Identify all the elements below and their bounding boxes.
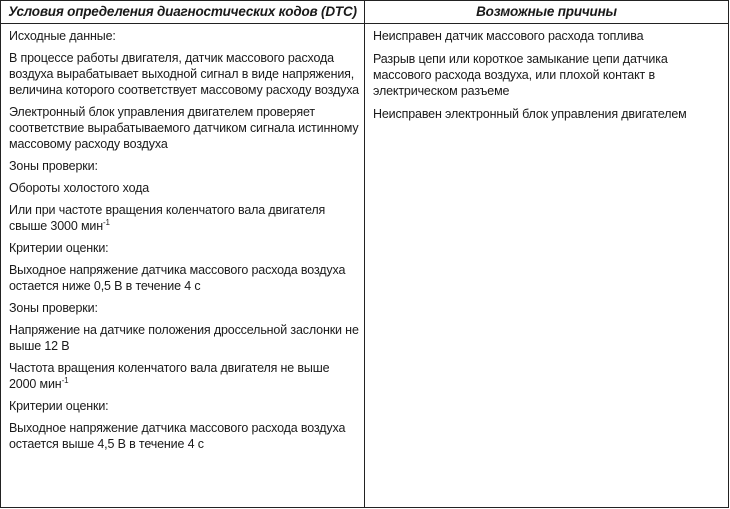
condition-item: Напряжение на датчике положения дроссельной заслонки не выше 12 В [9, 323, 359, 353]
cause-item: Неисправен электронный блок управления двигателем [373, 107, 687, 121]
header-causes: Возможные причины [476, 4, 617, 19]
condition-item: В процессе работы двигателя, датчик массового расхода воздуха вырабатывает выходной сигнал в виде напряжения, величина которого соответствует массовому расходу воздуха [9, 51, 359, 97]
header-conditions: Условия определения диагностических кодов (DTC) [8, 4, 357, 19]
condition-item: Или при частоте вращения коленчатого вала двигателя свыше 3000 мин$^{-1}$ [9, 203, 326, 233]
condition-item: Зоны проверки: [9, 301, 98, 315]
superscript: -1 [61, 376, 69, 385]
condition-item: Частота вращения коленчатого вала двигателя не выше 2000 мин$^{-1}$ [9, 361, 330, 391]
condition-item: Критерии оценки: [9, 399, 109, 413]
causes-column [373, 28, 723, 129]
conditions-column [9, 28, 359, 458]
condition-item: Зоны проверки: [9, 159, 98, 173]
condition-item: Исходные данные: [9, 29, 116, 43]
condition-item: Электронный блок управления двигателем проверяет соответствие вырабатываемого датчиком сигнала истинному массовому расходу воздуха [9, 105, 359, 151]
column-divider [364, 1, 365, 507]
condition-item: Выходное напряжение датчика массового расхода воздуха остается выше 4,5 В в течение 4 с [9, 421, 346, 451]
cause-item: Неисправен датчик массового расхода топлива [373, 29, 644, 43]
superscript: -1 [103, 218, 110, 227]
condition-item: Критерии оценки: [9, 241, 109, 255]
condition-item: Обороты холостого хода [9, 181, 150, 195]
condition-item: Выходное напряжение датчика массового расхода воздуха остается ниже 0,5 В в течение 4 с [9, 263, 346, 293]
cause-item: Разрыв цепи или короткое замыкание цепи датчика массового расхода воздуха, или плохой контакт в электрическом разъеме [373, 52, 668, 98]
